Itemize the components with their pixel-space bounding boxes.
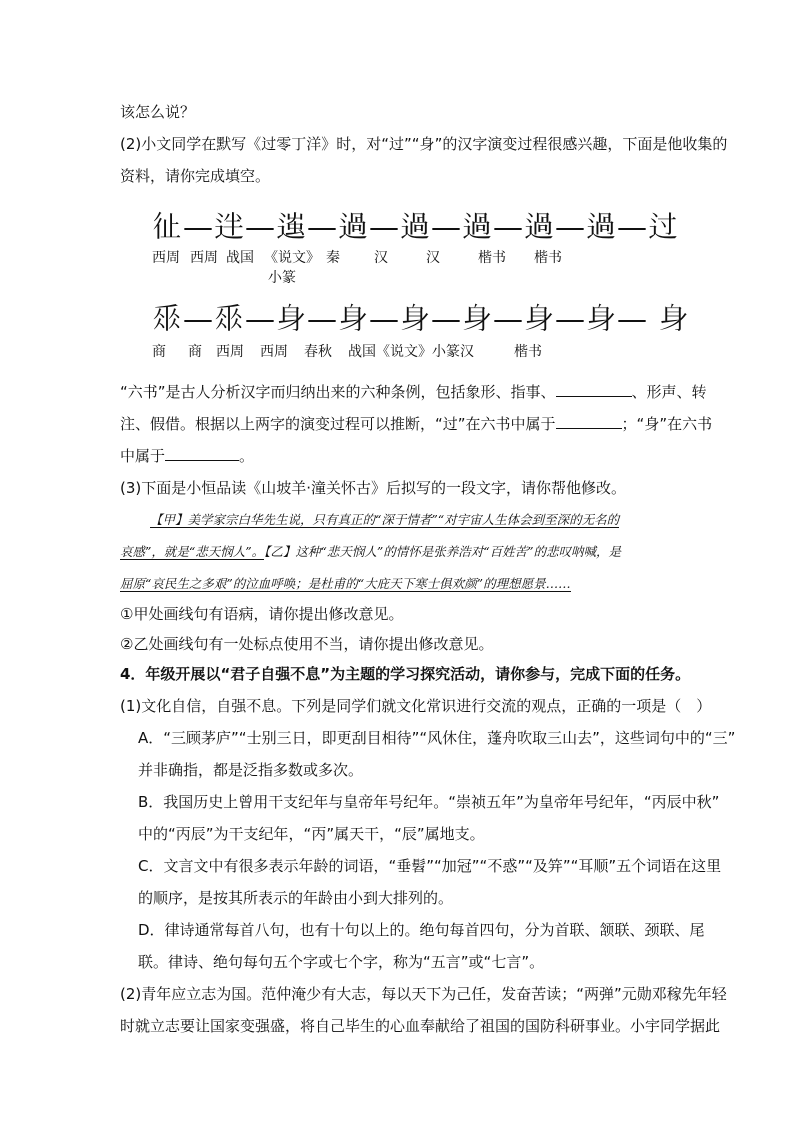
- caption: 商: [188, 344, 202, 360]
- caption: 汉: [374, 250, 388, 266]
- caption: 西周: [260, 344, 288, 360]
- caption: 西周: [190, 250, 218, 266]
- caption: 秦: [326, 250, 340, 266]
- question-2-line-2: 资料，请你完成填空。: [120, 167, 271, 185]
- answer-blank[interactable]: [556, 414, 622, 429]
- option-c-line-1: C．文言文中有很多表示年龄的词语，“垂髫”“加冠”“不惑”“及笄”“耳顺”五个词语在这里: [138, 857, 722, 875]
- caption: 西周: [216, 344, 244, 360]
- caption: 《说文》: [264, 250, 320, 266]
- caption: 商: [152, 344, 166, 360]
- question-4-2-line-2: 时就立志要让国家变强盛，将自己毕生的心血奉献给了祖国的国防科研事业。小宇同学据此: [120, 1017, 721, 1035]
- handwritten-line-1: 【甲】美学家宗白华先生说，只有真正的“深于情者”“对宇宙人生体会到至深的无名的: [150, 512, 620, 527]
- option-a-line-1: A．“三顾茅庐”“士别三日，即更刮目相待”“风休住，蓬舟吹取三山去”，这些词句中的“三”: [138, 729, 736, 747]
- caption: 西周: [152, 250, 180, 266]
- caption: 汉: [460, 344, 474, 360]
- question-4: 4．年级开展以“君子自强不息”为主题的学习探究活动，请你参与，完成下面的任务。: [120, 665, 691, 683]
- caption: 战国《说文》小篆: [348, 344, 460, 360]
- shen-glyph-sequence: 𠂹—𠂹—身—身—身—身—身—身— 身: [152, 302, 690, 337]
- caption: 楷书: [534, 250, 562, 266]
- liushu-line-3: 中属于 。: [120, 447, 255, 465]
- caption: 汉: [426, 250, 440, 266]
- sub-question-1: ①甲处画线句有语病，请你提出修改意见。: [120, 605, 404, 623]
- caption: 楷书: [514, 344, 542, 360]
- option-a-line-2: 并非确指，都是泛指多数或多次。: [138, 761, 364, 779]
- sub-question-2: ②乙处画线句有一处标点使用不当，请你提出修改意见。: [120, 635, 494, 653]
- option-c-line-2: 的顺序，是按其所表示的年龄由小到大排列的。: [138, 889, 454, 907]
- question-3: (3)下面是小恒品读《山坡羊·潼关怀古》后拟写的一段文字，请你帮他修改。: [120, 479, 627, 497]
- option-d-line-2: 联。律诗、绝句每句五个字或七个字，称为“五言”或“七言”。: [138, 953, 545, 971]
- answer-blank[interactable]: [165, 446, 239, 461]
- liushu-line-2: 注、假借。根据以上两字的演变过程可以推断，“过”在六书中属于 ；“身”在六书: [120, 415, 713, 433]
- handwritten-line-3: 屈原“哀民生之多艰”的泣血呼唤；是杜甫的“大庇天下寒士俱欢颜”的理想愿景……: [120, 576, 571, 591]
- liushu-line-1: “六书”是古人分析汉字而归纳出来的六种条例，包括象形、指事、 、形声、转: [120, 383, 707, 401]
- guo-glyph-sequence: 𢓊—𨒃—𨔢—過—過—過—過—過—过: [152, 210, 679, 245]
- text-line: 该怎么说？: [120, 103, 196, 121]
- caption-sub: 小篆: [268, 270, 296, 286]
- caption: 楷书: [478, 250, 506, 266]
- caption: 春秋: [304, 344, 332, 360]
- option-b-line-2: 中的“丙辰”为干支纪年，“丙”属天干，“辰”属地支。: [138, 825, 485, 843]
- handwritten-line-2: 哀感”，就是“悲天悯人”。【乙】这种“悲天悯人”的情怀是张养浩对“百姓苦”的悲叹呐喊，是: [120, 544, 621, 559]
- question-2-line-1: (2)小文同学在默写《过零丁洋》时，对“过”“身”的汉字演变过程很感兴趣，下面是他收集的: [120, 135, 728, 153]
- answer-blank[interactable]: [556, 382, 632, 397]
- question-4-1: (1)文化自信，自强不息。下列是同学们就文化常识进行交流的观点，正确的一项是（ ）: [120, 697, 712, 715]
- shen-evolution-figure: [152, 302, 690, 362]
- option-b-line-1: B．我国历史上曾用干支纪年与皇帝年号纪年。“崇祯五年”为皇帝年号纪年，“丙辰中秋”: [138, 793, 720, 811]
- caption: 战国: [226, 250, 254, 266]
- option-d-line-1: D．律诗通常每首八句，也有十句以上的。绝句每首四句，分为首联、颔联、颈联、尾: [138, 921, 705, 939]
- guo-evolution-figure: [152, 210, 679, 290]
- question-4-2-line-1: (2)青年应立志为国。范仲淹少有大志，每以天下为己任，发奋苦读；“两弹”元勋邓稼先年轻: [120, 985, 727, 1003]
